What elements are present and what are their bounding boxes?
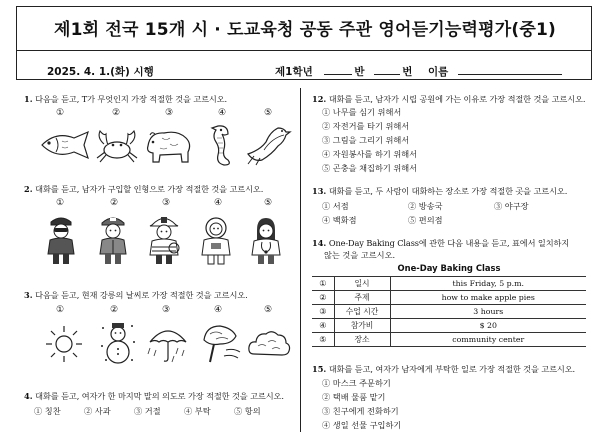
q12-choice-5[interactable]: ⑤ 곤충을 채집하기 위해서	[322, 163, 418, 173]
astronaut-doll-icon	[198, 212, 234, 266]
snowman-icon	[98, 320, 138, 366]
q12-choice-4[interactable]: ④ 자원봉사를 하기 위해서	[322, 149, 418, 159]
q13-choice-3[interactable]: ③ 야구장	[494, 201, 529, 211]
windy-tree-icon	[196, 320, 242, 366]
table-row	[312, 333, 586, 347]
exam-date: 2025. 4. 1.(화) 시행	[47, 66, 154, 78]
question-number: 12.	[312, 94, 327, 104]
class-blank[interactable]	[324, 64, 352, 75]
option-4[interactable]: ④	[213, 305, 223, 315]
row-label: 수업 시간	[334, 305, 390, 319]
row-number[interactable]: ③	[312, 305, 334, 319]
table-row	[312, 277, 586, 291]
class-label: 반	[354, 66, 365, 78]
question-3	[24, 290, 248, 301]
question-number: 4.	[24, 391, 33, 401]
row-label: 일시	[334, 277, 390, 291]
q15-choice-4[interactable]: ④ 생일 선물 구입하기	[322, 420, 402, 430]
question-text: 다음을 듣고, 현재 강릉의 날씨로 가장 적절한 것을 고르시오.	[35, 290, 248, 300]
question-2	[24, 184, 263, 195]
bear-icon	[142, 124, 194, 166]
row-number[interactable]: ①	[312, 277, 334, 291]
exam-title: 제1회 전국 15개 시 · 도교육청 공동 주관 영어듣기능력평가(중1)	[54, 20, 556, 40]
row-label: 장소	[334, 333, 390, 347]
header-box	[16, 6, 592, 80]
option-2[interactable]: ②	[111, 108, 121, 118]
firefighter-doll-icon	[146, 212, 182, 266]
column-divider	[300, 88, 301, 432]
grade-label: 제1학년	[275, 66, 313, 78]
question-text: 대화를 듣고, 두 사람이 대화하는 장소로 가장 적절한 곳을 고르시오.	[328, 186, 568, 196]
question-14-line2: 않는 것을 고르시오.	[324, 250, 396, 260]
row-label: 참가비	[334, 319, 390, 333]
row-value: this Friday, 5 p.m.	[390, 277, 586, 291]
option-3[interactable]: ③	[164, 108, 174, 118]
option-3[interactable]: ③	[161, 198, 171, 208]
question-number: 3.	[24, 290, 33, 300]
number-blank[interactable]	[374, 64, 400, 75]
row-value: how to make apple pies	[390, 291, 586, 305]
row-value: community center	[390, 333, 586, 347]
seahorse-icon	[206, 122, 236, 168]
question-12	[312, 94, 585, 105]
table-row	[312, 305, 586, 319]
option-5[interactable]: ⑤	[263, 108, 273, 118]
eagle-icon	[244, 124, 294, 166]
q12-choice-1[interactable]: ① 나무를 심기 위해서	[322, 107, 402, 117]
question-15	[312, 364, 575, 375]
cloud-icon	[246, 326, 292, 362]
q13-choice-5[interactable]: ⑤ 편의점	[408, 215, 443, 225]
q13-choice-4[interactable]: ④ 백화점	[322, 215, 357, 225]
question-4	[24, 391, 284, 402]
fish-icon	[38, 128, 92, 162]
option-3[interactable]: ③	[161, 305, 171, 315]
q4-choice-1[interactable]: ① 칭찬	[34, 406, 61, 416]
question-text: 다음을 듣고, T가 무엇인지 가장 적절한 것을 고르시오.	[35, 94, 228, 104]
option-2[interactable]: ②	[109, 198, 119, 208]
row-number[interactable]: ⑤	[312, 333, 334, 347]
doctor-doll-icon	[248, 212, 284, 266]
q4-choice-4[interactable]: ④ 부탁	[184, 406, 211, 416]
option-2[interactable]: ②	[109, 305, 119, 315]
q12-choice-2[interactable]: ② 자전거를 타기 위해서	[322, 121, 410, 131]
option-4[interactable]: ④	[217, 108, 227, 118]
row-number[interactable]: ④	[312, 319, 334, 333]
question-text: 대화를 듣고, 남자가 구입할 인형으로 가장 적절한 것을 고르시오.	[35, 184, 264, 194]
option-1[interactable]: ①	[55, 198, 65, 208]
crab-icon	[94, 128, 140, 164]
student-info	[275, 64, 564, 79]
question-1	[24, 94, 227, 105]
option-5[interactable]: ⑤	[263, 198, 273, 208]
header-divider	[17, 50, 591, 51]
q4-choice-5[interactable]: ⑤ 항의	[234, 406, 261, 416]
table-row	[312, 291, 586, 305]
question-number: 15.	[312, 364, 327, 374]
q13-choice-1[interactable]: ① 서점	[322, 201, 349, 211]
question-text: One-Day Baking Class에 관한 다음 내용을 듣고, 표에서 일치하지	[328, 238, 570, 248]
table-row	[312, 319, 586, 333]
pilot-doll-icon	[96, 212, 130, 266]
question-text: 대화를 듣고, 여자가 한 마지막 말의 의도로 가장 적절한 것을 고르시오.	[35, 391, 284, 401]
name-label: 이름	[428, 66, 449, 78]
q15-choice-2[interactable]: ② 택배 물품 맡기	[322, 392, 386, 402]
option-4[interactable]: ④	[213, 198, 223, 208]
q15-choice-1[interactable]: ① 마스크 주문하기	[322, 378, 391, 388]
sun-icon	[44, 324, 84, 364]
option-1[interactable]: ①	[55, 108, 65, 118]
q15-choice-3[interactable]: ③ 친구에게 전화하기	[322, 406, 399, 416]
option-5[interactable]: ⑤	[263, 305, 273, 315]
row-value: 3 hours	[390, 305, 586, 319]
question-text: 대화를 듣고, 여자가 남자에게 부탁한 일로 가장 적절한 것을 고르시오.	[328, 364, 576, 374]
question-13	[312, 186, 567, 197]
baking-class-table	[312, 276, 586, 347]
row-label: 주제	[334, 291, 390, 305]
question-number: 14.	[312, 238, 327, 248]
question-text: 대화를 듣고, 남자가 시립 공원에 가는 이유로 가장 적절한 것을 고르시오.	[328, 94, 586, 104]
question-14	[312, 238, 569, 249]
name-blank[interactable]	[458, 64, 562, 75]
q4-choice-3[interactable]: ③ 거절	[134, 406, 161, 416]
number-label: 번	[402, 66, 413, 78]
q12-choice-3[interactable]: ③ 그림을 그리기 위해서	[322, 135, 410, 145]
q4-choice-2[interactable]: ② 사과	[84, 406, 111, 416]
option-1[interactable]: ①	[55, 305, 65, 315]
question-number: 2.	[24, 184, 33, 194]
row-value: $ 20	[390, 319, 586, 333]
question-number: 1.	[24, 94, 33, 104]
row-number[interactable]: ②	[312, 291, 334, 305]
q13-choice-2[interactable]: ② 방송국	[408, 201, 443, 211]
police-doll-icon	[44, 212, 78, 266]
question-number: 13.	[312, 186, 327, 196]
table-title: One-Day Baking Class	[397, 263, 501, 273]
umbrella-rain-icon	[146, 320, 190, 366]
